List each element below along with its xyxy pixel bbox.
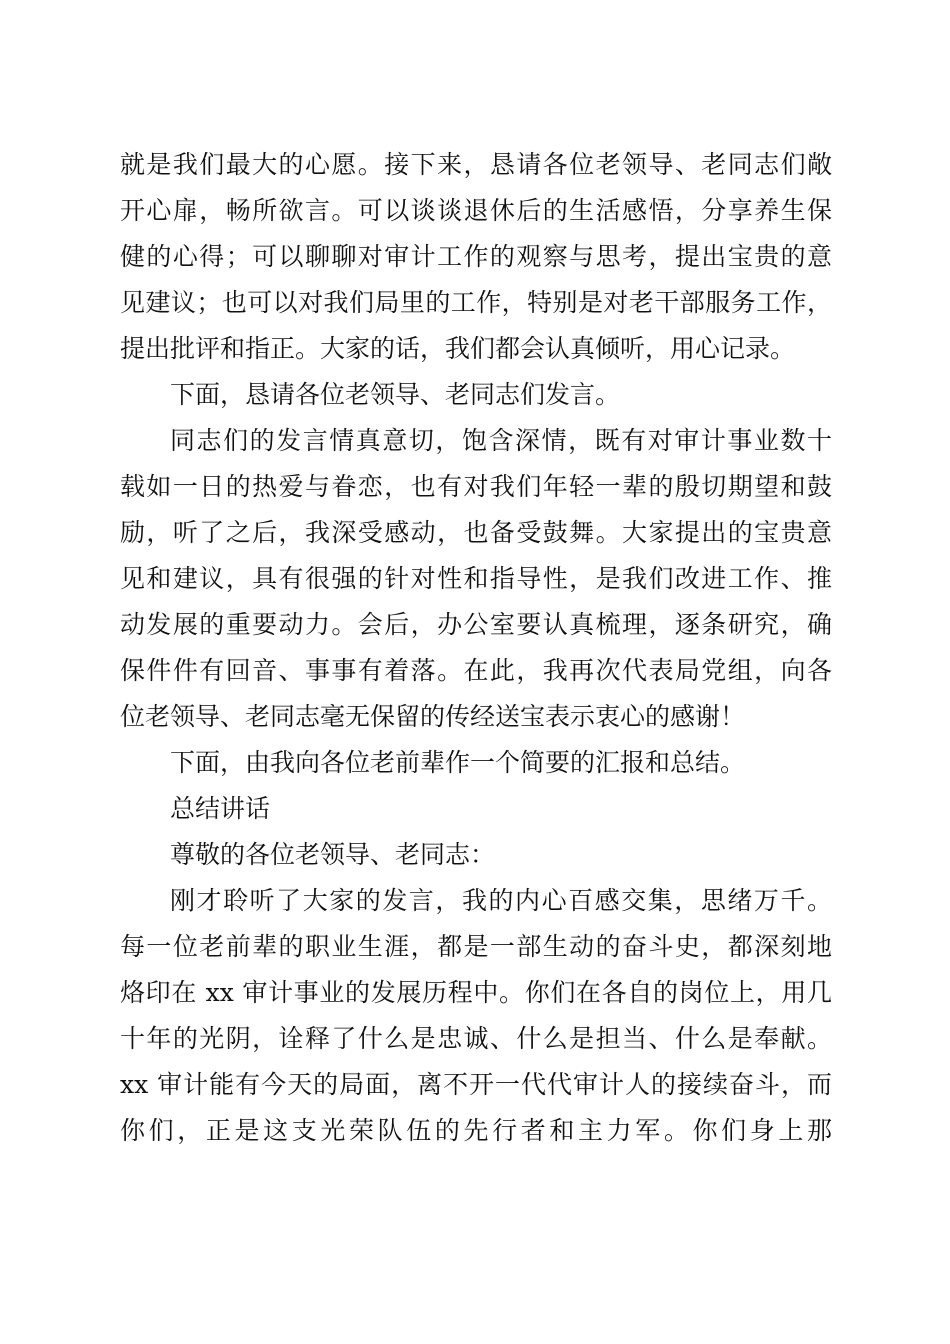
text-line: 励，听了之后，我深受感动，也备受鼓舞。大家提出的宝贵意 <box>120 518 832 547</box>
text-line: 开心扉，畅所欲言。可以谈谈退休后的生活感悟，分享养生保 <box>120 196 832 225</box>
text-line: 提出批评和指正。大家的话，我们都会认真倾听，用心记录。 <box>120 334 796 363</box>
text-line: 动发展的重要动力。会后，办公室要认真梳理，逐条研究，确 <box>120 610 832 639</box>
text-line: 每一位老前辈的职业生涯，都是一部生动的奋斗史，都深刻地 <box>120 932 832 961</box>
text-line: 同志们的发言情真意切，饱含深情，既有对审计事业数十 <box>170 426 832 455</box>
text-line: 刚才聆听了大家的发言，我的内心百感交集，思绪万千。 <box>170 886 832 915</box>
document-body <box>120 142 832 1154</box>
text-line: 见和建议，具有很强的针对性和指导性，是我们改进工作、推 <box>120 564 832 593</box>
text-line: 就是我们最大的心愿。接下来，恳请各位老领导、老同志们敞 <box>120 150 832 179</box>
text-line: 下面，恳请各位老领导、老同志们发言。 <box>170 380 621 409</box>
text-line: 见建议；也可以对我们局里的工作，特别是对老干部服务工作， <box>120 288 832 317</box>
text-line: 下面，由我向各位老前辈作一个简要的汇报和总结。 <box>170 748 746 777</box>
salutation: 尊敬的各位老领导、老同志： <box>170 840 496 869</box>
text-line: 位老领导、老同志毫无保留的传经送宝表示衷心的感谢！ <box>120 702 746 731</box>
text-line: 你们，正是这支光荣队伍的先行者和主力军。你们身上那 <box>120 1116 832 1145</box>
text-line: 保件件有回音、事事有着落。在此，我再次代表局党组，向各 <box>120 656 832 685</box>
text-line: xx 审计能有今天的局面，离不开一代代审计人的接续奋斗，而 <box>120 1070 832 1099</box>
text-line: 健的心得；可以聊聊对审计工作的观察与思考，提出宝贵的意 <box>120 242 832 271</box>
text-line: 载如一日的热爱与眷恋，也有对我们年轻一辈的殷切期望和鼓 <box>120 472 832 501</box>
text-line: 十年的光阴，诠释了什么是忠诚、什么是担当、什么是奉献。 <box>120 1024 832 1053</box>
section-heading: 总结讲话 <box>170 794 271 823</box>
text-line: 烙印在 xx 审计事业的发展历程中。你们在各自的岗位上，用几 <box>120 978 832 1007</box>
